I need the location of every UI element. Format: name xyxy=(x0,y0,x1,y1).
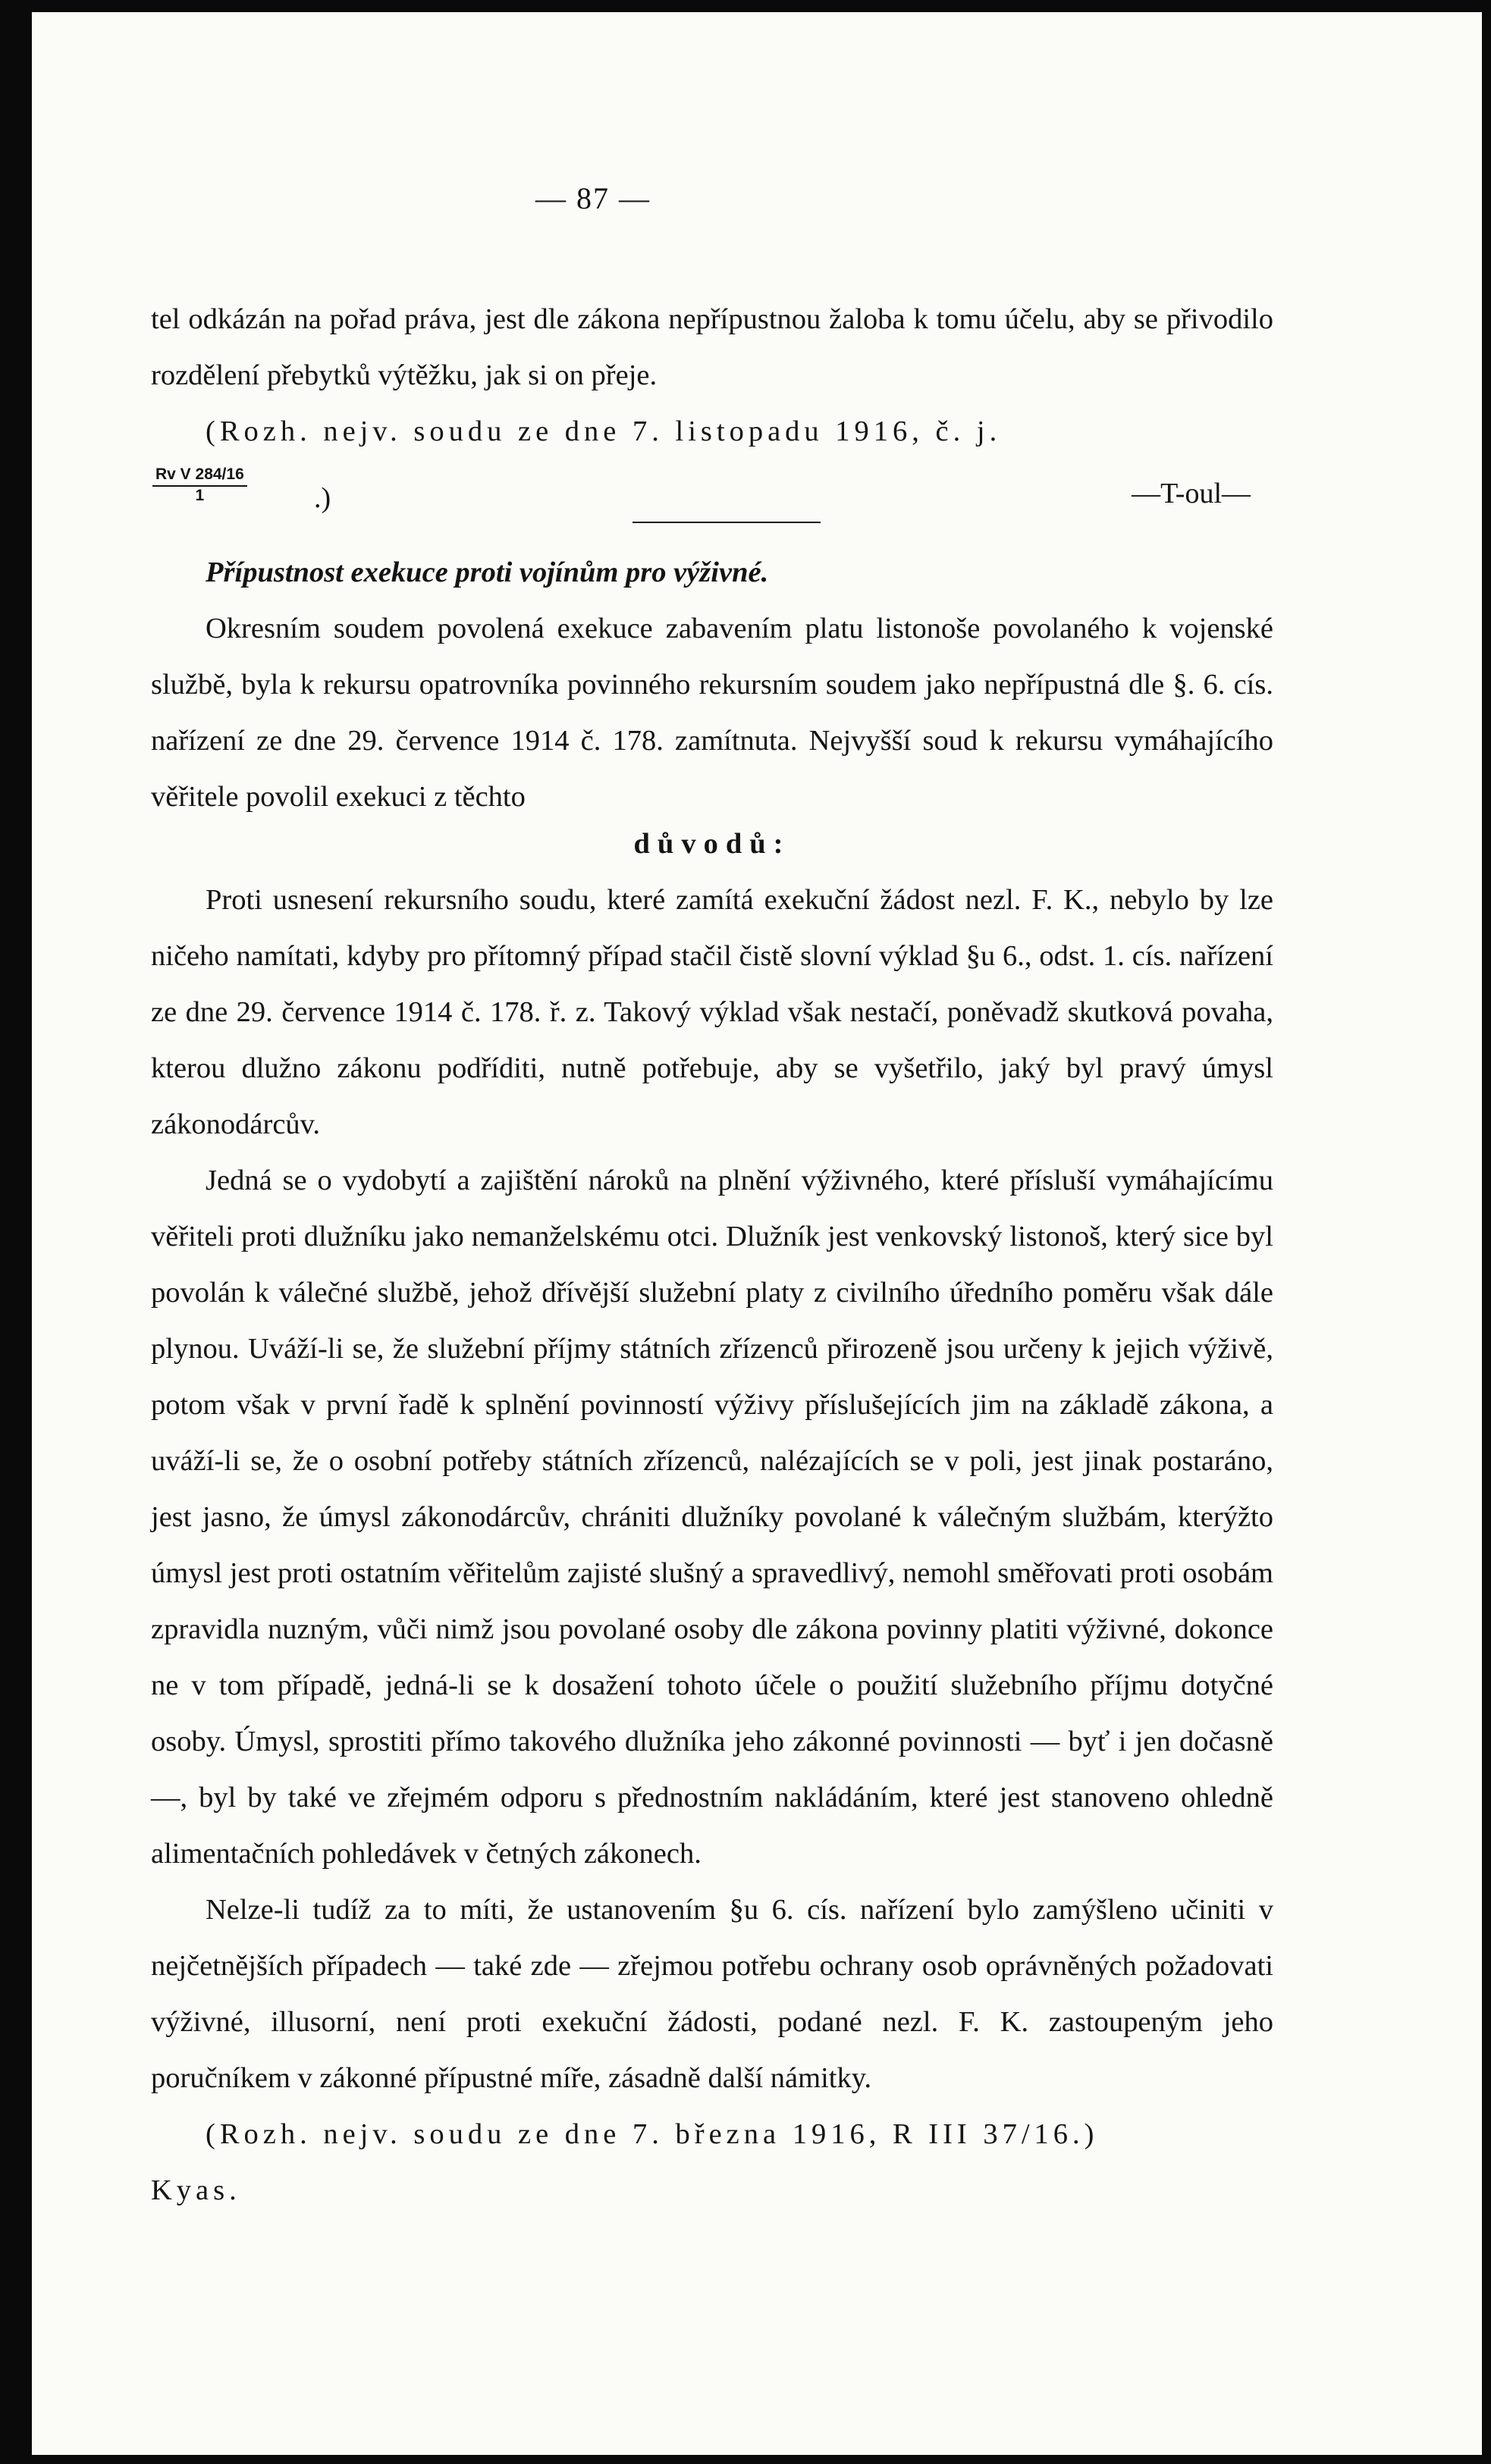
reasons-body xyxy=(151,872,1273,2218)
section-divider xyxy=(632,522,821,523)
document-page xyxy=(32,12,1482,2455)
page-number: — 87 — xyxy=(535,181,651,215)
paragraph-continued xyxy=(151,291,1273,403)
section-heading: Přípustnost exekuce proti vojínům pro výživné. xyxy=(206,556,769,588)
author-name: Kyas. xyxy=(151,2174,241,2206)
paragraph: Jedná se o vydobytí a zajištění nároků na plnění výživného, které přísluší vymáhajícímu věřiteli proti dlužníku jako nemanželskému otci. Dlužník jest venkovský listonoš, který sice byl povolán k válečné službě, jehož dřívější služební platy z civilního úředního poměru však dále plynou. Uváží-li se, že služební příjmy státních zřízenců přirozeně jsou určeny k jejich výživě, potom však v první řadě k splnění povinností výživy příslušejících jim na základě zákona, a uváží-li se, že o osobní potřeby státních zřízenců, nalézajících se v poli, jest jinak postaráno, jest jasno, že úmysl zákonodárcův, chrániti dlužníky povolané k válečným službám, kterýžto úmysl jest proti ostatním věřitelům zajisté slušný a spravedlivý, nemohl směřovati proti osobám zpravidla nuzným, vůči nimž jsou povolané osoby dle zákona povinny platiti výživné, dokonce ne v tom případě, jedná-li se k dosažení tohoto účele o použití služebního příjmu dotyčné osoby. Úmysl, sprostiti přímo takového dlužníka jeho zákonné povinnosti — byť i jen dočasně —, byl by také ve zřejmém odporu s přednostním nakládáním, které jest stanoveno ohledně alimentačních pohledávek v četných zákonech. xyxy=(151,1165,1273,1870)
paragraph: Nelze-li tudíž za to míti, že ustanovením §u 6. cís. nařízení bylo zamýšleno učiniti v nejčetnějších případech — také zde — zřejmou potřebu ochrany osob oprávněných požadovati výživné, illusorní, není proti exekuční žádosti, podané nezl. F. K. zastoupeným jeho poručníkem v zákonné přípustné míře, zásadně další námitky. xyxy=(151,1894,1273,2094)
paragraph: tel odkázán na pořad práva, jest dle zákona nepřípustnou žaloba k tomu účelu, aby se přivodilo rozdělení přebytků výtěžku, jak si on přeje. xyxy=(151,303,1273,391)
author-initials: —T-oul— xyxy=(1132,478,1251,509)
intro-paragraph: Okresním soudem povolená exekuce zabavením platu listonoše povolaného k vojenské službě, byla k rekursu opatrovníka povinného rekursním soudem jako nepřípustná dle §. 6. cís. nařízení ze dne 29. července 1914 č. 178. zamítnuta. Nejvyšší soud k rekursu vymáhajícího věřitele povolil exekuci z těchto xyxy=(151,613,1273,813)
paragraph: Proti usnesení rekursního soudu, které zamítá exekuční žádost nezl. F. K., nebylo by lze ničeho namítati, kdyby pro přítomný případ stačil čistě slovní výklad §u 6., odst. 1. cís. nařízení ze dne 29. července 1914 č. 178. ř. z. Takový výklad však nestačí, poněvadž skutková povaha, kterou dlužno zákonu podříditi, nutně potřebuje, aby se vyšetřilo, jaký byl pravý úmysl zákonodárcův. xyxy=(151,884,1273,1140)
reasons-label: důvodů: xyxy=(633,828,791,860)
case-number-fraction xyxy=(152,466,247,505)
case-number-numerator: Rv V 284/16 xyxy=(152,466,247,487)
citation-1: (Rozh. nejv. soudu ze dne 7. listopadu 1916, č. j. xyxy=(206,415,1002,447)
citation-2: (Rozh. nejv. soudu ze dne 7. března 1916, R III 37/16.) xyxy=(206,2118,1099,2150)
citation-1-close: .) xyxy=(314,482,331,514)
citation-1-reference xyxy=(151,466,1273,526)
case-number-denominator: 1 xyxy=(195,487,205,504)
